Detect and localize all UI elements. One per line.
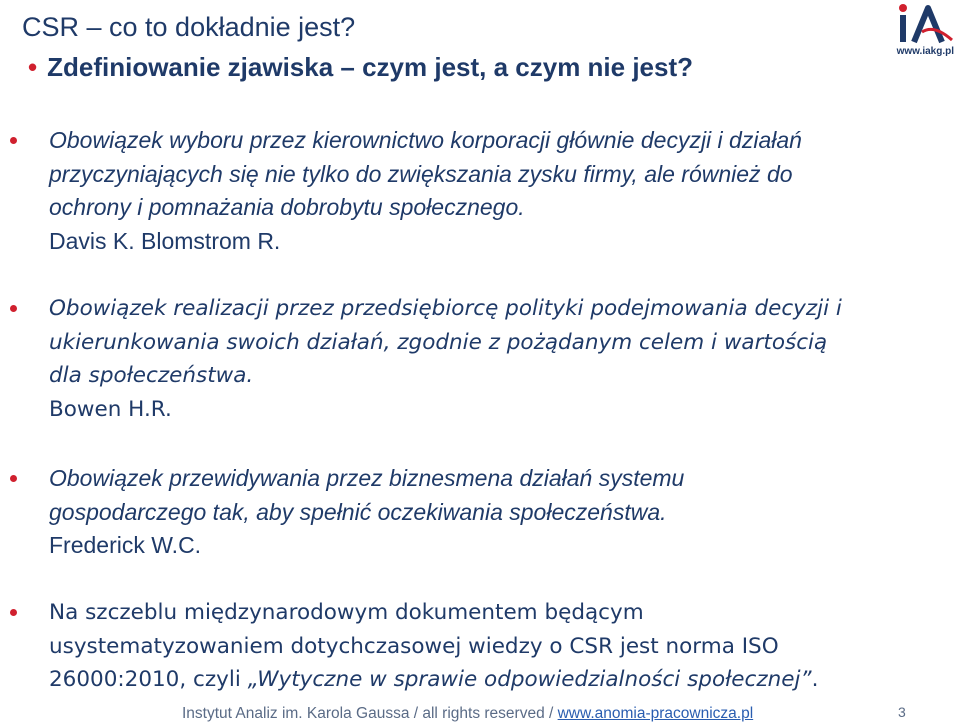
bullet-line: Na szczeblu międzynarodowym dokumentem będącym xyxy=(49,600,644,625)
bullet-dot xyxy=(10,475,17,482)
subtitle-text: Zdefiniowanie zjawiska – czym jest, a czym nie jest? xyxy=(47,52,694,82)
bullet-line xyxy=(49,663,909,697)
logo-mark-icon xyxy=(892,2,958,46)
bullet-author: Bowen H.R. xyxy=(49,396,172,422)
footer-text: Instytut Analiz im. Karola Gaussa / all rights reserved / xyxy=(182,705,558,722)
iakg-logo xyxy=(892,2,958,64)
footer-link[interactable]: www.anomia-pracownicza.pl xyxy=(557,705,754,722)
bullet-dot xyxy=(10,137,17,144)
bullet-text: 26000:2010, czyli xyxy=(49,667,248,692)
iso-title: „Wytyczne w sprawie odpowiedzialności społecznej” xyxy=(247,667,812,692)
logo-url-text: www.iakg.pl xyxy=(896,46,954,57)
bullet-line: usystematyzowaniem dotychczasowej wiedzy o CSR jest norma ISO xyxy=(49,633,779,659)
bullet-dot: • xyxy=(28,52,38,82)
bullet-author: Frederick W.C. xyxy=(49,532,202,558)
bullet-line: ukierunkowania swoich działań, zgodnie z pożądanym celem i wartością xyxy=(49,329,828,355)
bullet-text: . xyxy=(811,667,819,692)
footer xyxy=(182,705,753,723)
bullet-line: dla społeczeństwa. xyxy=(49,363,254,388)
slide-title: CSR – co to dokładnie jest? xyxy=(22,12,356,42)
page-number: 3 xyxy=(898,704,906,720)
bullet-author: Davis K. Blomstrom R. xyxy=(49,227,281,254)
bullet-line: przyczyniających się nie tylko do zwiększania zysku firmy, ale również do xyxy=(49,160,793,187)
bullet-dot xyxy=(10,609,17,616)
bullet-line: Obowiązek wyboru przez kierownictwo korporacji głównie decyzji i działań xyxy=(49,127,802,153)
bullet-line: Obowiązek przewidywania przez biznesmena działań systemu xyxy=(49,465,685,491)
bullet-line: Obowiązek realizacji przez przedsiębiorcę polityki podejmowania decyzji i xyxy=(49,296,842,321)
bullet-dot xyxy=(10,305,17,312)
bullet-line: ochrony i pomnażania dobrobytu społecznego. xyxy=(49,194,525,220)
bullet-line: gospodarczego tak, aby spełnić oczekiwania społeczeństwa. xyxy=(49,498,667,525)
slide-subtitle xyxy=(28,50,693,84)
